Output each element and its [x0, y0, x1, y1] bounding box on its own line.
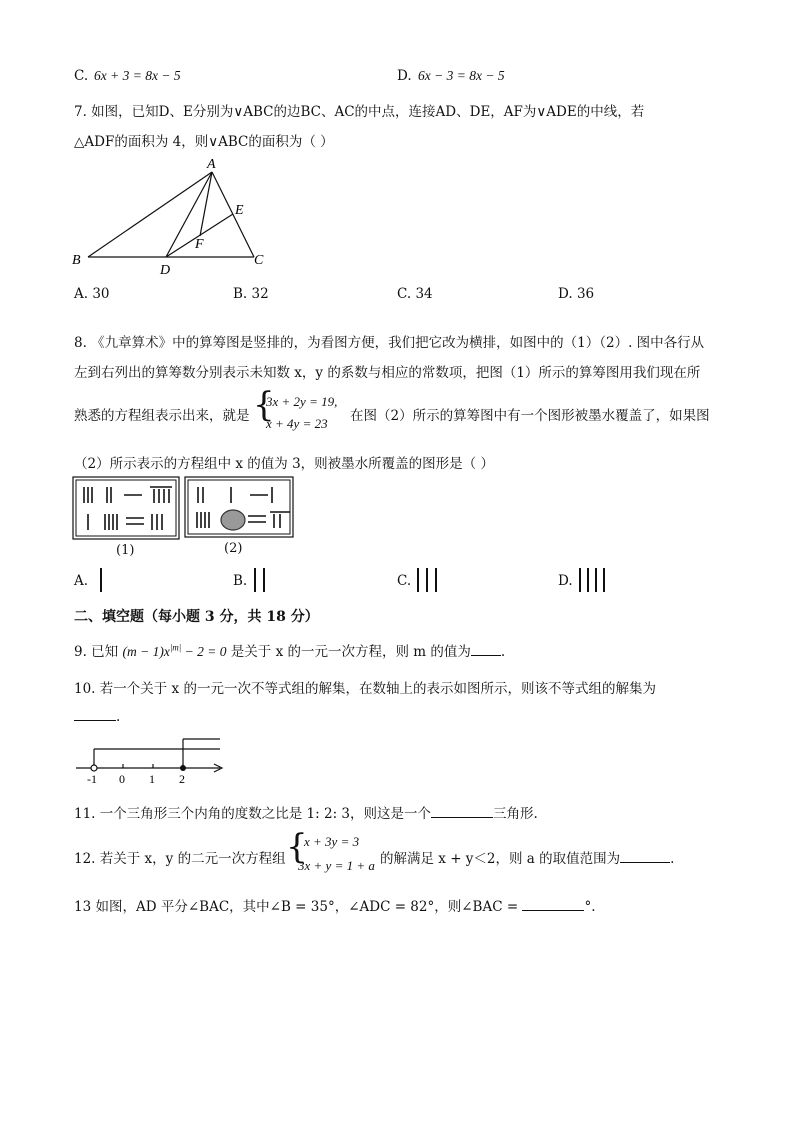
q8-eq2: x + 4y = 23: [266, 416, 328, 431]
q12-eq1: x + 3y = 3: [304, 834, 360, 849]
q10-number-line: [72, 734, 232, 786]
tick-label-neg1: -1: [87, 772, 97, 786]
label-d: D: [160, 263, 171, 277]
q7-option-d[interactable]: D. 36: [558, 286, 595, 302]
q10-answer-line: .: [74, 708, 120, 725]
q6-option-c-label: C.: [74, 68, 89, 84]
q8-option-d[interactable]: D.: [558, 573, 573, 589]
q7-option-c[interactable]: C. 34: [397, 286, 433, 302]
q10-stem: 10. 若一个关于 x 的一元一次不等式组的解集，在数轴上的表示如图所示，则该不等式组的解集为: [74, 681, 656, 697]
q10-answer-blank[interactable]: [74, 708, 116, 721]
section-2-title: 二、填空题（每小题 3 分，共 18 分）: [74, 609, 319, 625]
q6-option-d-label: D.: [397, 68, 412, 84]
tick-label-2: 2: [179, 772, 185, 786]
label-f: F: [195, 237, 204, 252]
q11-answer-blank[interactable]: [431, 805, 493, 818]
q8-stem-line2: 左到右列出的算筹数分别表示未知数 x，y 的系数与相应的常数项，把图（1）所示的算筹图用我们现在所: [74, 365, 701, 381]
q7-stem-line2: △ADF的面积为 4，则∨ABC的面积为（ ）: [74, 134, 334, 150]
q7-triangle-figure: [66, 152, 276, 277]
q13-question: 13 如图，AD 平分∠BAC，其中∠B = 35°，∠ADC = 82°，则∠BAC = °.: [74, 899, 596, 915]
closed-point-icon: [180, 765, 186, 771]
q8-rod-figure-2: [184, 476, 296, 540]
label-a: A: [207, 157, 216, 172]
q12-brace: {: [286, 827, 308, 867]
q8-stem-line4: （2）所示表示的方程组中 x 的值为 3，则被墨水所覆盖的图形是（ ）: [74, 456, 494, 472]
q12-stem-pre: 12. 若关于 x，y 的二元一次方程组: [74, 851, 286, 867]
q9-question: 9. 已知 $(m - 1)x^{|m|} - 2 = 0$ 是关于 x 的一元一次方程，则 m 的值为 .: [74, 642, 506, 660]
segment-af: [200, 172, 212, 236]
q9-answer-blank[interactable]: [471, 643, 501, 656]
q8-rod-figure-1: [72, 476, 180, 542]
q8-stem-line3-pre: 熟悉的方程组表示出来，就是: [74, 408, 250, 424]
segment-ab: [88, 172, 212, 257]
segment-ad: [166, 172, 212, 257]
q12-eq2: 3x + y = 1 + a: [298, 858, 375, 873]
q7-option-b[interactable]: B. 32: [233, 286, 269, 302]
q8-stem-line3-post: 在图（2）所示的算筹图中有一个图形被墨水覆盖了，如果图: [350, 408, 710, 424]
q8-figure-1-caption: (1): [116, 543, 135, 558]
q6-option-c-expr: 6x + 3 = 8x − 5: [94, 68, 181, 83]
q12-answer-blank[interactable]: [620, 850, 670, 863]
q7-stem-line1: 7. 如图，已知D、E分别为∨ABC的边BC、AC的中点，连接AD、DE，AF为∨ADE的中线，若: [74, 104, 645, 120]
q8-option-a-rods: [96, 566, 106, 594]
q8-option-c[interactable]: C.: [397, 573, 412, 589]
label-c: C: [254, 253, 264, 268]
q8-option-b[interactable]: B.: [233, 573, 248, 589]
q8-eq1: 3x + 2y = 19,: [266, 394, 338, 409]
q8-stem-line1: 8. 《九章算术》中的算筹图是竖排的，为看图方便，我们把它改为横排，如图中的（1）（2）. 图中各行从: [74, 335, 705, 351]
q8-option-d-rods: [576, 566, 610, 594]
tick-label-1: 1: [149, 772, 155, 786]
q8-brace: {: [253, 385, 275, 425]
q8-figure-2-caption: (2): [224, 541, 243, 556]
q7-option-a[interactable]: A. 30: [74, 286, 110, 302]
q13-answer-blank[interactable]: [522, 898, 584, 911]
q6-option-d-expr: 6x − 3 = 8x − 5: [418, 68, 505, 83]
q8-option-a[interactable]: A.: [74, 573, 89, 589]
q11-question: 11. 一个三角形三个内角的度数之比是 1: 2: 3，则这是一个 三角形.: [74, 806, 538, 822]
q12-stem-post: 的解满足 x + y＜2，则 a 的取值范围为 .: [380, 851, 675, 867]
open-point-icon: [91, 765, 97, 771]
tick-label-0: 0: [119, 772, 125, 786]
ink-blot-icon: [221, 510, 245, 530]
q8-option-b-rods: [251, 566, 269, 594]
label-e: E: [235, 203, 244, 218]
label-b: B: [72, 253, 81, 268]
q8-option-c-rods: [414, 566, 440, 594]
